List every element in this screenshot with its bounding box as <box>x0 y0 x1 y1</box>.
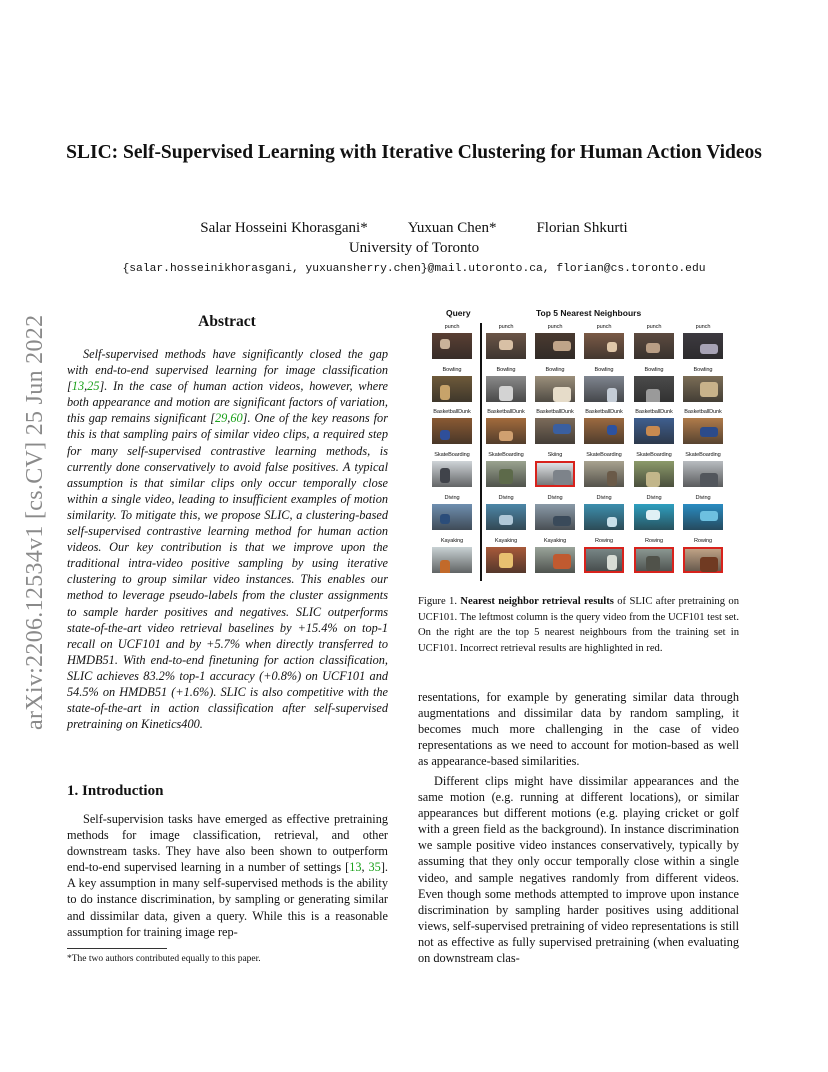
author-3: Florian Shkurti <box>536 220 628 236</box>
video-frame <box>486 547 526 573</box>
thumbnail-label: punch <box>444 324 460 330</box>
video-frame <box>584 504 624 530</box>
abstract-text-3: ]. One of the key reasons for this is that sampling pairs of similar video clips, a required step for many self-supervised contrastive learning methods, is currently done conservatively to avoid false positives. A typical assumption is that similar clips only occur temporally close within a single video, leading to insufficient examples of motion similarity. To mitigate this, we propose SLIC, a clustering-based self-supervised contrastive learning method for human action videos. Our key contribution is that we improve upon the traditional intra-video positive sampling by using iterative clustering to group similar video instances. This enables our method to leverage pseudo-labels from the cluster assignments to sample harder positives and negatives. SLIC outperforms state-of-the-art video retrieval baselines by +15.4% on top-1 recall on UCF101 and by +5.7% when directly transferred to HMDB51. With end-to-end finetuning for action classification, SLIC achieves 83.2% top-1 accuracy (+0.8%) on UCF101 and 54.5% on HMDB51 (+1.6%). SLIC is also competitive with the state-of-the-art in action classification after self-supervised pretraining on Kinetics400. <box>67 411 388 732</box>
neighbour-thumbnail <box>632 366 676 402</box>
incorrect-result-frame <box>683 547 723 573</box>
neighbour-thumbnail <box>681 366 725 402</box>
thumbnail-label: Bowling <box>644 367 664 373</box>
neighbour-thumbnail <box>484 494 528 530</box>
frame-subject <box>646 472 660 487</box>
caption-bold: Nearest neighbor retrieval results <box>460 596 614 607</box>
neighbour-thumbnail <box>484 451 528 487</box>
video-frame <box>683 504 723 530</box>
neighbour-thumbnail <box>533 323 577 359</box>
neighbour-thumbnail <box>681 323 725 359</box>
frame-subject <box>607 425 617 435</box>
thumbnail-label: Diving <box>498 495 514 501</box>
frame-subject <box>646 343 660 353</box>
query-thumbnail <box>430 451 474 487</box>
video-frame <box>535 504 575 530</box>
video-frame <box>584 376 624 402</box>
intro-text-2: ]. A key assumption in many self-supervised methods is the ability to do instance discrimination, by sampling or generating similar and dissimilar data, given a query. While this is a reasonable assumption for training image rep- <box>67 860 388 939</box>
author-list <box>60 218 768 238</box>
query-thumbnail <box>430 366 474 402</box>
thumbnail-label: Rowing <box>644 538 664 544</box>
neighbour-thumbnail <box>681 537 725 573</box>
neighbour-thumbnail <box>533 408 577 444</box>
frame-subject <box>700 382 718 397</box>
incorrect-result-frame <box>634 547 674 573</box>
video-frame <box>634 376 674 402</box>
thumbnail-label: Diving <box>596 495 612 501</box>
citation-link[interactable]: 25 <box>87 379 100 394</box>
frame-subject <box>607 517 617 527</box>
frame-subject <box>553 424 571 434</box>
frame-subject <box>607 471 617 486</box>
neighbour-thumbnail <box>582 366 626 402</box>
video-frame <box>634 418 674 444</box>
video-frame <box>486 461 526 487</box>
video-frame <box>486 333 526 359</box>
footnote: *The two authors contributed equally to this paper. <box>67 954 261 964</box>
section-heading-introduction: 1. Introduction <box>67 783 164 799</box>
citation-link[interactable]: 60 <box>230 411 243 426</box>
arxiv-stamp: arXiv:2206.12534v1 [cs.CV] 25 Jun 2022 <box>22 314 48 730</box>
video-frame <box>535 418 575 444</box>
video-frame <box>486 376 526 402</box>
query-thumbnail <box>430 537 474 573</box>
frame-subject <box>499 515 513 525</box>
thumbnail-label: Diving <box>646 495 662 501</box>
right-paragraph-2: Different clips might have dissimilar appearances and the same motion (e.g. running at different locations), or similar appearances but different motions (e.g. playing cricket or golf with a green field as the background). In instance discrimination we sample positive video instances conservatively, typically by assuming that they only occur temporally close within a single video, and sample negatives randomly from different videos. Even though some methods attempted to improve upon instance discrimination by sampling harder positives using additional views, self-supervised pretraining of video representations is still not as effective as fully supervised pretraining (when evaluating on downstream clas- <box>418 774 739 966</box>
frame-subject <box>700 511 718 521</box>
query-thumbnail <box>430 408 474 444</box>
video-frame <box>634 333 674 359</box>
thumbnail-label: BasketballDunk <box>585 409 623 415</box>
thumbnail-label: SkateBoarding <box>488 452 524 458</box>
query-thumbnail <box>430 494 474 530</box>
right-paragraph-1: resentations, for example by generating similar data through augmentations and dissimilar data by random sampling, it becomes much more challenging in the case of video representations as we need to account for motion-based as well as appearance-based similarities. <box>418 690 739 769</box>
citation-link[interactable]: 13 <box>71 379 85 394</box>
frame-subject <box>440 339 450 349</box>
citation-link[interactable]: 29 <box>215 411 228 426</box>
video-frame <box>584 333 624 359</box>
thumbnail-label: Bowling <box>442 367 462 373</box>
video-frame <box>432 547 472 573</box>
paper-title: SLIC: Self-Supervised Learning with Iterative Clustering for Human Action Videos <box>66 142 762 163</box>
frame-subject <box>700 557 718 572</box>
frame-subject <box>646 510 660 520</box>
neighbour-thumbnail <box>582 537 626 573</box>
video-frame <box>634 461 674 487</box>
figure-header-neighbours: Top 5 Nearest Neighbours <box>536 308 642 318</box>
neighbour-thumbnail <box>484 366 528 402</box>
frame-subject <box>553 470 571 485</box>
thumbnail-label: Bowling <box>594 367 614 373</box>
footnote-rule <box>67 948 167 949</box>
author-1: Salar Hosseini Khorasgani* <box>200 220 368 236</box>
video-frame <box>683 376 723 402</box>
frame-subject <box>607 342 617 352</box>
frame-subject <box>499 340 513 350</box>
neighbour-thumbnail <box>533 537 577 573</box>
thumbnail-label: SkateBoarding <box>685 452 721 458</box>
neighbour-thumbnail <box>484 323 528 359</box>
citation-separator: , <box>84 379 88 394</box>
neighbour-thumbnail <box>681 451 725 487</box>
video-frame <box>535 547 575 573</box>
thumbnail-label: BasketballDunk <box>536 409 574 415</box>
thumbnail-label: BasketballDunk <box>684 409 722 415</box>
neighbour-thumbnail <box>632 537 676 573</box>
video-frame <box>634 504 674 530</box>
caption-text: of SLIC after pretraining on UCF101. The leftmost column is the query video from the UCF101 test set. On the right are the top 5 nearest neighbours from the training set in UCF101. Incorrect retrieval results are highlighted in red. <box>418 596 739 654</box>
thumbnail-label: Kayaking <box>440 538 464 544</box>
frame-subject <box>700 344 718 354</box>
neighbour-thumbnail <box>632 451 676 487</box>
frame-subject <box>440 385 450 400</box>
thumbnail-label: Diving <box>547 495 563 501</box>
thumbnail-label: Diving <box>444 495 460 501</box>
neighbour-thumbnail <box>681 408 725 444</box>
frame-subject <box>553 516 571 526</box>
video-frame <box>432 461 472 487</box>
frame-subject <box>499 386 513 401</box>
neighbour-thumbnail <box>533 366 577 402</box>
frame-subject <box>553 387 571 402</box>
abstract-heading: Abstract <box>198 313 256 330</box>
frame-subject <box>440 468 450 483</box>
figure-divider <box>480 323 482 581</box>
frame-subject <box>499 431 513 441</box>
video-frame <box>535 333 575 359</box>
thumbnail-label: punch <box>646 324 662 330</box>
incorrect-result-frame <box>584 547 624 573</box>
thumbnail-label: punch <box>547 324 563 330</box>
video-frame <box>486 418 526 444</box>
thumbnail-label: BasketballDunk <box>487 409 525 415</box>
intro-paragraph <box>67 811 388 940</box>
thumbnail-label: Rowing <box>693 538 713 544</box>
video-frame <box>683 461 723 487</box>
citation-link[interactable]: 35 <box>368 860 381 875</box>
neighbour-thumbnail <box>632 323 676 359</box>
thumbnail-label: BasketballDunk <box>635 409 673 415</box>
frame-subject <box>499 553 513 568</box>
abstract-text-1: Self-supervised methods have significantly closed the gap with end-to-end supervised learning for image classification [ <box>67 347 388 394</box>
thumbnail-label: Bowling <box>496 367 516 373</box>
frame-subject <box>440 514 450 524</box>
frame-subject <box>646 389 660 402</box>
thumbnail-label: Rowing <box>594 538 614 544</box>
figure-1 <box>430 308 723 580</box>
video-frame <box>683 333 723 359</box>
neighbour-thumbnail <box>484 537 528 573</box>
video-frame <box>432 376 472 402</box>
query-thumbnail <box>430 323 474 359</box>
abstract-text-2: ]. In the case of human action videos, however, where both appearance and motion are significant factors of variation, this gap remains significant [ <box>67 379 388 426</box>
neighbour-thumbnail <box>582 494 626 530</box>
thumbnail-label: Kayaking <box>543 538 567 544</box>
video-frame <box>584 461 624 487</box>
thumbnail-label: Bowling <box>693 367 713 373</box>
thumbnail-label: punch <box>498 324 514 330</box>
thumbnail-label: Kayaking <box>494 538 518 544</box>
frame-subject <box>499 469 513 484</box>
caption-label: Figure 1. <box>418 596 457 607</box>
video-frame <box>584 418 624 444</box>
video-frame <box>683 418 723 444</box>
affiliation: University of Toronto <box>348 240 480 256</box>
thumbnail-label: punch <box>695 324 711 330</box>
incorrect-result-frame <box>535 461 575 487</box>
citation-separator: , <box>227 411 231 426</box>
frame-subject <box>700 473 718 487</box>
thumbnail-label: BasketballDunk <box>433 409 471 415</box>
neighbour-thumbnail <box>632 494 676 530</box>
frame-subject <box>440 430 450 440</box>
abstract-body <box>67 346 388 732</box>
video-frame <box>432 418 472 444</box>
author-emails: {salar.hosseinikhorasgani, yuxuansherry.chen}@mail.utoronto.ca, florian@cs.toronto.edu <box>122 263 706 275</box>
video-frame <box>486 504 526 530</box>
neighbour-thumbnail <box>533 494 577 530</box>
citation-separator: , <box>361 860 369 875</box>
thumbnail-label: punch <box>596 324 612 330</box>
neighbour-thumbnail <box>681 494 725 530</box>
video-frame <box>535 376 575 402</box>
thumbnail-label: Bowling <box>545 367 565 373</box>
figure-caption <box>418 594 739 656</box>
frame-subject <box>607 555 617 570</box>
frame-subject <box>553 341 571 351</box>
frame-subject <box>607 388 617 402</box>
intro-text-1: Self-supervision tasks have emerged as effective pretraining methods for image classification, retrieval, and other downstream tasks. They have also been shown to outperform end-to-end supervised learning in a number of settings [ <box>67 812 388 875</box>
neighbour-thumbnail <box>533 451 577 487</box>
frame-subject <box>440 560 450 573</box>
figure-header-query: Query <box>446 308 471 318</box>
frame-subject <box>553 554 571 569</box>
thumbnail-label: Diving <box>695 495 711 501</box>
citation-link[interactable]: 13 <box>349 860 362 875</box>
thumbnail-label: SkateBoarding <box>636 452 672 458</box>
frame-subject <box>646 556 660 571</box>
video-frame <box>432 504 472 530</box>
author-2: Yuxuan Chen* <box>407 220 497 236</box>
neighbour-thumbnail <box>582 408 626 444</box>
neighbour-thumbnail <box>484 408 528 444</box>
neighbour-thumbnail <box>632 408 676 444</box>
frame-subject <box>700 427 718 437</box>
frame-subject <box>646 426 660 436</box>
thumbnail-label: SkateBoarding <box>586 452 622 458</box>
thumbnail-label: SkateBoarding <box>434 452 470 458</box>
video-frame <box>432 333 472 359</box>
thumbnail-label: Skiing <box>547 452 563 458</box>
neighbour-thumbnail <box>582 451 626 487</box>
neighbour-thumbnail <box>582 323 626 359</box>
